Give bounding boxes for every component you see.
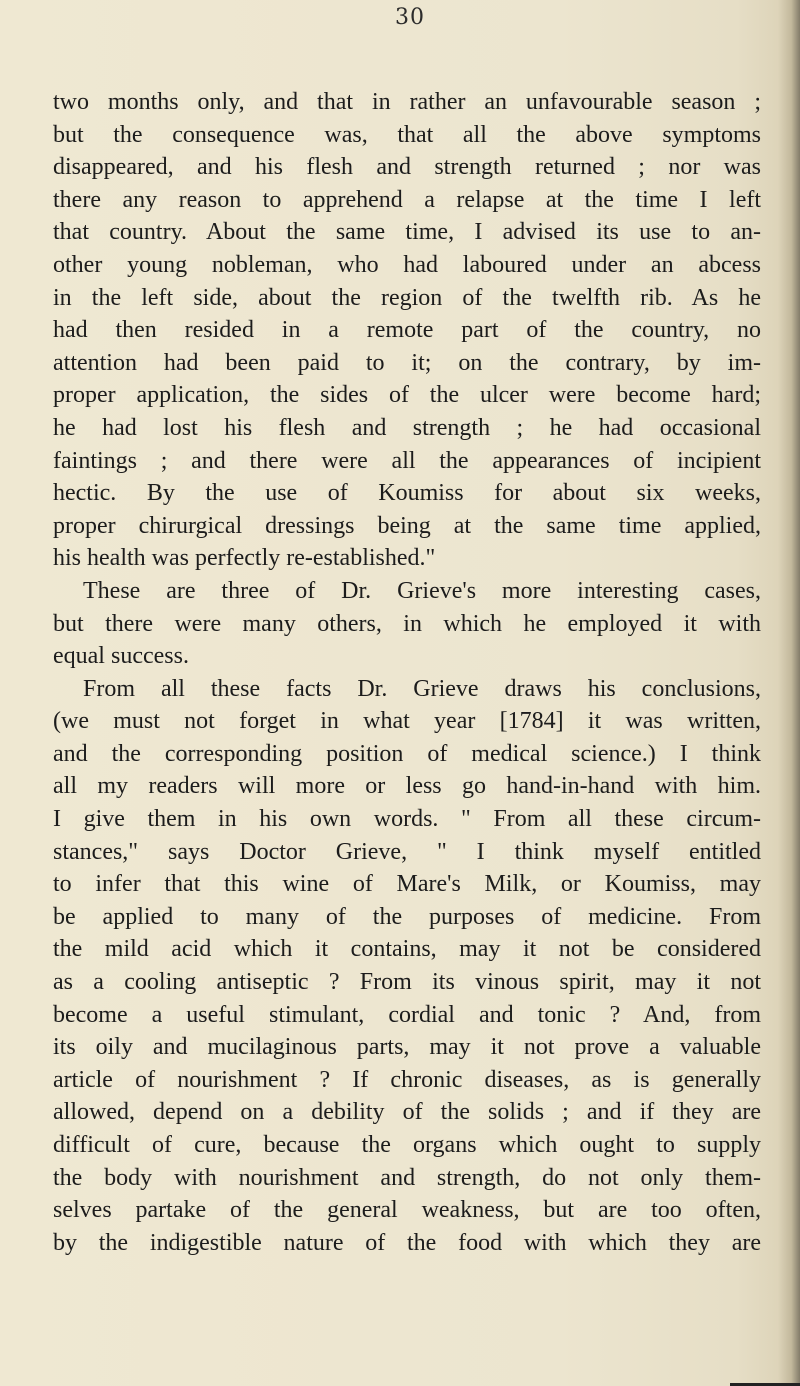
text-line: the body with nourishment and strength, do not only them- bbox=[53, 1164, 761, 1191]
text-line: (we must not forget in what year [1784] it was written, bbox=[53, 708, 761, 735]
text-line: From all these facts Dr. Grieve draws his conclusions, bbox=[83, 675, 761, 702]
text-line: allowed, depend on a debility of the solids ; and if they are bbox=[53, 1099, 761, 1126]
body-text bbox=[53, 86, 761, 1259]
text-line: he had lost his flesh and strength ; he had occasional bbox=[53, 414, 761, 441]
text-line: difficult of cure, because the organs which ought to supply bbox=[53, 1132, 761, 1158]
text-line: the mild acid which it contains, may it not be considered bbox=[53, 936, 761, 963]
text-line: by the indigestible nature of the food with which they are bbox=[53, 1229, 761, 1256]
text-line: all my readers will more or less go hand-in-hand with him. bbox=[53, 773, 761, 800]
text-line: as a cooling antiseptic ? From its vinous spirit, may it not bbox=[53, 969, 761, 996]
text-line: but the consequence was, that all the above symptoms bbox=[53, 121, 761, 148]
page-edge-shadow bbox=[778, 0, 800, 1386]
text-line: become a useful stimulant, cordial and tonic ? And, from bbox=[53, 1001, 761, 1028]
text-line: I give them in his own words. " From all these circum- bbox=[53, 806, 761, 833]
text-line: disappeared, and his flesh and strength returned ; nor was bbox=[53, 154, 761, 181]
text-line: there any reason to apprehend a relapse at the time I left bbox=[53, 186, 761, 213]
text-line: two months only, and that in rather an unfavourable season ; bbox=[53, 89, 761, 115]
page-number: 30 bbox=[395, 5, 425, 30]
text-line: to infer that this wine of Mare's Milk, or Koumiss, may bbox=[53, 871, 761, 898]
text-line: but there were many others, in which he employed it with bbox=[53, 610, 761, 637]
text-line: that country. About the same time, I advised its use to an- bbox=[53, 219, 761, 246]
text-line: its oily and mucilaginous parts, may it not prove a valuable bbox=[53, 1034, 761, 1061]
text-line: faintings ; and there were all the appearances of incipient bbox=[53, 447, 761, 474]
text-line: stances," says Doctor Grieve, " I think myself entitled bbox=[53, 838, 761, 865]
text-line: article of nourishment ? If chronic diseases, as is generally bbox=[53, 1066, 761, 1093]
text-line: his health was perfectly re-established." bbox=[53, 545, 436, 572]
text-line: proper chirurgical dressings being at the same time applied, bbox=[53, 512, 761, 539]
text-line: attention had been paid to it; on the contrary, by im- bbox=[53, 349, 761, 376]
text-line: equal success. bbox=[53, 643, 189, 670]
text-line: had then resided in a remote part of the country, no bbox=[53, 317, 761, 344]
text-line: in the left side, about the region of the twelfth rib. As he bbox=[53, 284, 761, 311]
text-line: be applied to many of the purposes of medicine. From bbox=[53, 903, 761, 930]
text-line: hectic. By the use of Koumiss for about six weeks, bbox=[53, 480, 761, 507]
text-line: and the corresponding position of medical science.) I think bbox=[53, 740, 761, 767]
text-line: These are three of Dr. Grieve's more interesting cases, bbox=[83, 577, 761, 604]
text-line: proper application, the sides of the ulcer were become hard; bbox=[53, 382, 761, 409]
text-line: other young nobleman, who had laboured under an abcess bbox=[53, 251, 761, 278]
text-line: selves partake of the general weakness, but are too often, bbox=[53, 1197, 761, 1224]
